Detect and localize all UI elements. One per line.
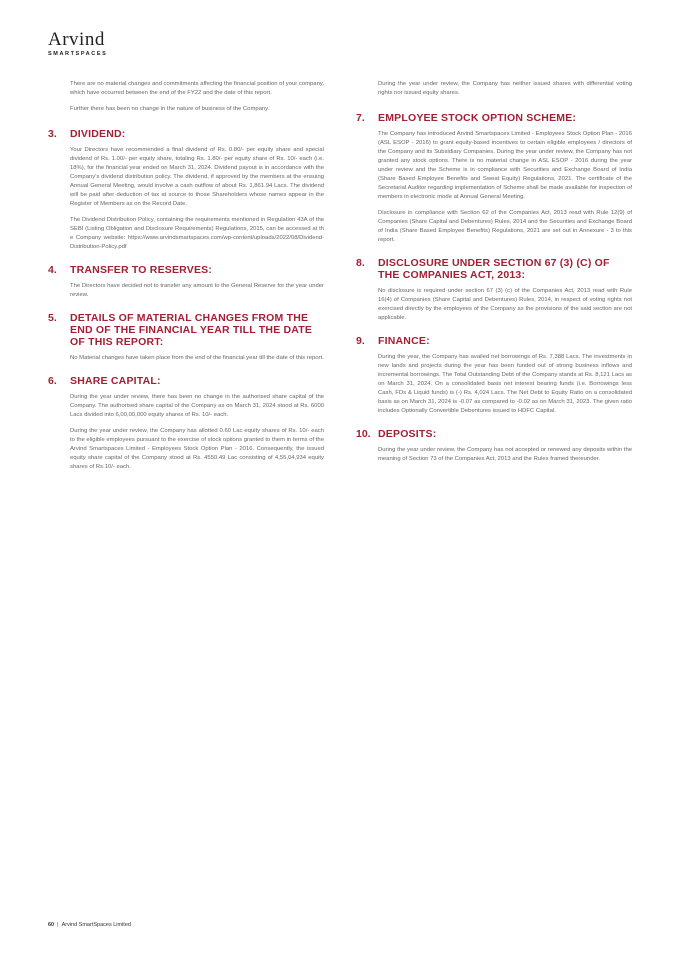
intro-paragraph: Further there has been no change in the nature of business of the Company. — [70, 106, 270, 112]
section-number: 6. — [48, 375, 57, 387]
section-heading — [356, 428, 632, 440]
section-finance — [356, 335, 632, 416]
right-column — [356, 80, 632, 476]
section-material-changes — [48, 312, 324, 363]
section-title: TRANSFER TO RESERVES: — [70, 264, 213, 276]
section-paragraph: The Company has introduced Arvind Smartspaces Limited - Employees Stock Option Plan - 2016 (ASL ESOP - 2016) to grant equity-based incentives to certain eligible employees / directors of the Company and its Subsidiary Companies. During the year under review, the Company has not granted any stock options. There is no material change in ASL ESOP - 2016 during the year under review and the Scheme is in compliance with Securities and Exchange Board of India (Share Based Employee Benefits and Sweat Equity) Regulations, 2021. The certificate of the Secretarial Auditor regarding implementation of Scheme shall be made available for inspection of members in electronic mode at Annual General Meeting. — [378, 131, 632, 200]
section-title: DISCLOSURE UNDER SECTION 67 (3) (C) OF THE COMPANIES ACT, 2013: — [378, 257, 610, 281]
section-heading — [48, 375, 324, 387]
section-paragraph: During the year under review, the Company has not accepted or renewed any deposits within the meaning of Section 73 of the Companies Act, 2013 and the Rules framed thereunder. — [378, 447, 632, 462]
section-title: DETAILS OF MATERIAL CHANGES FROM THE END OF THE FINANCIAL YEAR TILL THE DATE OF THIS REPORT: — [70, 312, 313, 348]
intro-paragraph: There are no material changes and commitments affecting the financial position of your company, which have occurred between the end of the FY22 and the date of this report. — [70, 81, 324, 96]
logo-tagline: SMARTSPACES — [48, 51, 108, 57]
page-footer — [48, 922, 131, 928]
section-heading — [356, 257, 632, 281]
section-number: 9. — [356, 335, 365, 347]
left-column — [48, 80, 324, 484]
section-transfer-to-reserves — [48, 264, 324, 300]
section-paragraph: During the year, the Company has availed net borrowings of Rs. 7,388 Lacs. The investments in new lands and projects during the year has been funded out of strong business inflows and incremental borrowings. The Total Outstanding Debt of the Company stands at Rs. 8,121 Lacs as on March 31, 2024. On a consolidated basis net interest bearing funds (i.e. Borrowings less Cash, FDs & Liquid funds) is (-) Rs. 4,024 Lacs. The Net Debt to Equity Ratio on a consolidated basis as on March 31, 2024 is -0.07 as compared to -0.02 as on March 31, 2023. The given ratio includes Optionally Convertible Debentures issued to HDFC Capital. — [378, 354, 632, 414]
section-paragraph: The Dividend Distribution Policy, containing the requirements mentioned in Regulation 43A of the SEBI (Listing Obligation and Disclosure Requirements) Regulations, 2015, can be accessed at the Company website: https://www.arvindsmartspaces.com/wp-content/uploads/2022/08/Dividend-Distribution-Policy.pdf — [70, 217, 324, 250]
section-title: FINANCE: — [378, 335, 430, 347]
section-title: EMPLOYEE STOCK OPTION SCHEME: — [378, 112, 577, 124]
section-heading — [48, 312, 324, 348]
section-heading — [356, 112, 632, 124]
footer-separator: | — [57, 922, 59, 928]
intro-paragraph: During the year under review, the Company has neither issued shares with differential voting rights nor issued equity shares. — [378, 81, 632, 96]
section-heading — [48, 128, 324, 140]
section-number: 3. — [48, 128, 57, 140]
section-title: DIVIDEND: — [70, 128, 126, 140]
section-title: SHARE CAPITAL: — [70, 375, 161, 387]
section-paragraph: Your Directors have recommended a final dividend of Rs. 0.80/- per equity share and special dividend of Rs. 1.00/- per equity share, totaling Rs. 1.80/- per equity share of Rs. 10/- each (i.e. 18%), for the financial year ended on March 31, 2024. Dividend payout is in accordance with the Company's dividend distribution policy. The dividend, if approved by the members at the ensuing Annual General Meeting, would involve a cash outflow of about Rs. 1,861.94 Lacs. The dividend will be paid after deduction of tax at source to those Shareholders whose names appear in the Register of Members as on the Record Date. — [70, 147, 324, 207]
section-paragraph: During the year under review, there has been no change in the authorised share capital of the Company. The authorised share capital of the Company as on March 31, 2024 stood at Rs. 6000 Lacs divided into 6,00,00,000 equity shares of Rs. 10/- each. — [70, 394, 324, 418]
company-logo — [48, 30, 107, 57]
section-paragraph: No Material changes have taken place from the end of the financial year till the date of this report. — [70, 355, 324, 361]
section-number: 4. — [48, 264, 57, 276]
section-dividend — [48, 128, 324, 252]
section-paragraph: No disclosure is required under section 67 (3) (c) of the Companies Act, 2013 read with Rule 16(4) of Companies (Share Capital and Debentures) Rules, 2014, in respect of voting rights not exercised directly by the employees of the Company as the provisions of the said section are not applicable. — [378, 288, 632, 321]
section-paragraph: Disclosure in compliance with Section 62 of the Companies Act, 2013 read with Rule 12(9) of Companies (Share Capital and Debentures) Rules, 2014 and the Securities and Exchange Board of India (Share Based Employee Benefits) Regulations, 2021 are set out in Annexure - 3 to this report. — [378, 210, 632, 243]
section-number: 5. — [48, 312, 57, 324]
section-disclosure-67-3-c — [356, 257, 632, 323]
section-heading — [48, 264, 324, 276]
section-title: DEPOSITS: — [378, 428, 437, 440]
footer-company-name: Arvind SmartSpaces Limited — [61, 922, 131, 928]
section-paragraph: During the year under review, the Company has allotted 0.60 Lac equity shares of Rs. 10/- each to the eligible employees pursuant to the exercise of stock options granted to them in terms of the Arvind Smartspaces Limited - Employees Stock Option Plan - 2016. Consequently, the issued equity share capital of the Company stood at Rs. 4550.49 Lac consisting of 4,55,04,934 equity shares of Rs.10/- each. — [70, 428, 324, 470]
section-paragraph: The Directors have decided not to transfer any amount to the General Reserve for the year under review. — [70, 283, 324, 298]
logo-wordmark: Arvind — [48, 29, 105, 50]
section-share-capital — [48, 375, 324, 472]
page-number: 60 — [48, 922, 55, 928]
section-heading — [356, 335, 632, 347]
section-number: 7. — [356, 112, 365, 124]
section-number: 8. — [356, 257, 365, 269]
section-deposits — [356, 428, 632, 464]
section-employee-stock-option — [356, 112, 632, 245]
section-number: 10. — [356, 428, 371, 440]
